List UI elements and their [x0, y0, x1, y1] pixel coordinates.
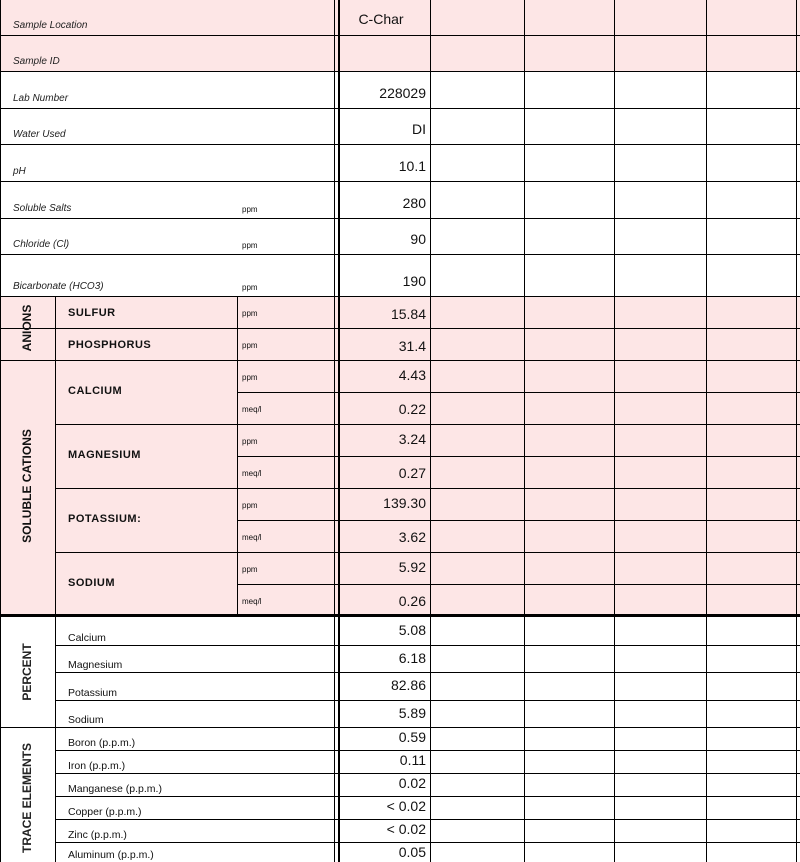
column-divider	[55, 296, 56, 862]
unit-label: ppm	[242, 309, 258, 318]
value-percent-sodium: 5.89	[398, 705, 426, 721]
value-calcium-ppm: 4.43	[398, 367, 426, 383]
value-magnesium-ppm: 3.24	[398, 431, 426, 447]
field-label-sample-location: Sample Location	[13, 20, 88, 31]
unit-label: ppm	[242, 341, 258, 350]
row-divider	[0, 181, 800, 182]
row-divider	[0, 35, 800, 36]
value-soluble-salts: 280	[402, 195, 426, 211]
value-trace-zinc: < 0.02	[386, 821, 426, 837]
unit-label: ppm	[242, 241, 258, 250]
value-trace-iron: 0.11	[399, 752, 426, 768]
value-sample-location: C-Char	[358, 11, 404, 27]
group-label-trace-elements: TRACE ELEMENTS	[20, 742, 34, 854]
value-trace-copper: < 0.02	[386, 798, 426, 814]
row-divider	[0, 296, 800, 297]
row-divider	[0, 614, 800, 617]
value-percent-potassium: 82.86	[390, 677, 426, 693]
row-divider	[55, 424, 800, 425]
value-phosphorus: 31.4	[398, 338, 426, 354]
unit-label: meq/l	[242, 533, 262, 542]
value-potassium-meq: 3.62	[398, 529, 426, 545]
row-divider	[0, 71, 800, 72]
field-label-lab-number: Lab Number	[13, 93, 69, 104]
value-trace-boron: 0.59	[398, 729, 426, 745]
row-divider	[55, 842, 800, 843]
value-trace-manganese: 0.02	[398, 775, 426, 791]
trace-label-iron: Iron (p.p.m.)	[68, 760, 126, 772]
value-lab-number: 228029	[379, 85, 426, 101]
cation-label-sodium: SODIUM	[68, 577, 115, 589]
cation-label-magnesium: MAGNESIUM	[68, 449, 141, 461]
value-sodium-ppm: 5.92	[398, 559, 426, 575]
group-label-anions: ANIONS	[20, 304, 34, 352]
value-percent-magnesium: 6.18	[398, 650, 426, 666]
row-divider	[238, 584, 800, 585]
field-label-sample-id: Sample ID	[13, 56, 60, 67]
column-divider	[706, 0, 707, 862]
unit-label: meq/l	[242, 597, 262, 606]
row-divider	[0, 328, 800, 329]
group-label-percent: PERCENT	[20, 643, 34, 701]
column-divider	[237, 296, 238, 614]
value-magnesium-meq: 0.27	[398, 465, 426, 481]
value-percent-calcium: 5.08	[398, 622, 426, 638]
value-sulfur: 15.84	[390, 306, 426, 322]
row-divider	[55, 819, 800, 820]
row-divider	[55, 796, 800, 797]
unit-label: ppm	[242, 565, 258, 574]
unit-label: ppm	[242, 501, 258, 510]
value-water-used: DI	[412, 121, 426, 137]
percent-label-magnesium: Magnesium	[68, 659, 123, 671]
row-divider	[0, 360, 800, 361]
value-ph: 10.1	[398, 158, 426, 174]
row-divider	[55, 773, 800, 774]
trace-label-aluminum: Aluminum (p.p.m.)	[68, 849, 154, 861]
trace-label-zinc: Zinc (p.p.m.)	[68, 829, 127, 841]
percent-label-potassium: Potassium	[68, 687, 118, 699]
row-divider	[55, 672, 800, 673]
field-label-bicarbonate-hco3: Bicarbonate (HCO3)	[13, 281, 104, 292]
group-label-soluble-cations: SOLUBLE CATIONS	[20, 429, 34, 543]
value-bicarbonate-hco3: 190	[402, 273, 426, 289]
pink-shade	[0, 35, 800, 71]
row-divider	[0, 727, 800, 728]
unit-label: ppm	[242, 283, 258, 292]
column-divider	[0, 0, 1, 862]
row-divider	[0, 218, 800, 219]
trace-label-boron: Boron (p.p.m.)	[68, 737, 136, 749]
row-divider	[238, 520, 800, 521]
column-divider	[334, 0, 335, 862]
cation-label-calcium: CALCIUM	[68, 385, 123, 397]
value-sodium-meq: 0.26	[398, 593, 426, 609]
row-divider	[0, 254, 800, 255]
trace-label-copper: Copper (p.p.m.)	[68, 806, 142, 818]
unit-label: meq/l	[242, 405, 262, 414]
field-label-water-used: Water Used	[13, 129, 66, 140]
row-divider	[55, 645, 800, 646]
value-calcium-meq: 0.22	[398, 401, 426, 417]
value-trace-aluminum: 0.05	[398, 844, 426, 860]
column-divider	[796, 0, 797, 862]
anion-label-sulfur: SULFUR	[68, 307, 116, 319]
row-divider	[55, 700, 800, 701]
unit-label: ppm	[242, 437, 258, 446]
field-label-ph: pH	[13, 166, 26, 177]
unit-label: meq/l	[242, 469, 262, 478]
column-divider	[430, 0, 431, 862]
row-divider	[55, 552, 800, 553]
row-divider	[55, 750, 800, 751]
row-divider	[0, 108, 800, 109]
cation-label-potassium: POTASSIUM:	[68, 513, 142, 525]
unit-label: ppm	[242, 205, 258, 214]
row-divider	[238, 392, 800, 393]
trace-label-manganese: Manganese (p.p.m.)	[68, 783, 162, 795]
column-divider	[614, 0, 615, 862]
value-potassium-ppm: 139.30	[383, 495, 426, 511]
row-divider	[55, 488, 800, 489]
unit-label: ppm	[242, 373, 258, 382]
value-chloride-cl: 90	[410, 231, 426, 247]
row-divider	[238, 456, 800, 457]
field-label-chloride-cl: Chloride (Cl)	[13, 239, 70, 250]
field-label-soluble-salts: Soluble Salts	[13, 203, 72, 214]
anion-label-phosphorus: PHOSPHORUS	[68, 339, 152, 351]
column-divider	[524, 0, 525, 862]
percent-label-sodium: Sodium	[68, 714, 104, 726]
row-divider	[0, 144, 800, 145]
percent-label-calcium: Calcium	[68, 632, 106, 644]
